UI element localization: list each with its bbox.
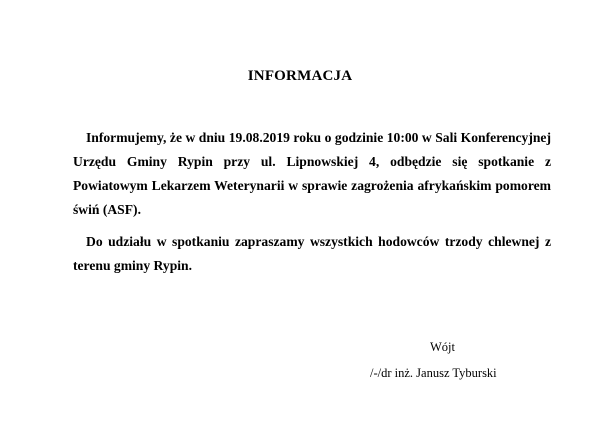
document-title: INFORMACJA (247, 68, 353, 84)
document-body (73, 126, 551, 286)
signature-role: Wójt (430, 340, 455, 354)
paragraph-invitation: Do udziału w spotkaniu zapraszamy wszystkich hodowców trzody chlewnej z terenu gminy Rypin. (73, 234, 551, 273)
signature-name: /-/dr inż. Janusz Tyburski (370, 366, 497, 380)
paragraph-announcement: Informujemy, że w dniu 19.08.2019 roku o godzinie 10:00 w Sali Konferencyjnej Urzędu Gminy Rypin przy ul. Lipnowskiej 4, odbędzie się spotkanie z Powiatowym Lekarzem Weterynarii w sprawie zagrożenia afrykańskim pomorem świń (ASF). (73, 130, 551, 217)
